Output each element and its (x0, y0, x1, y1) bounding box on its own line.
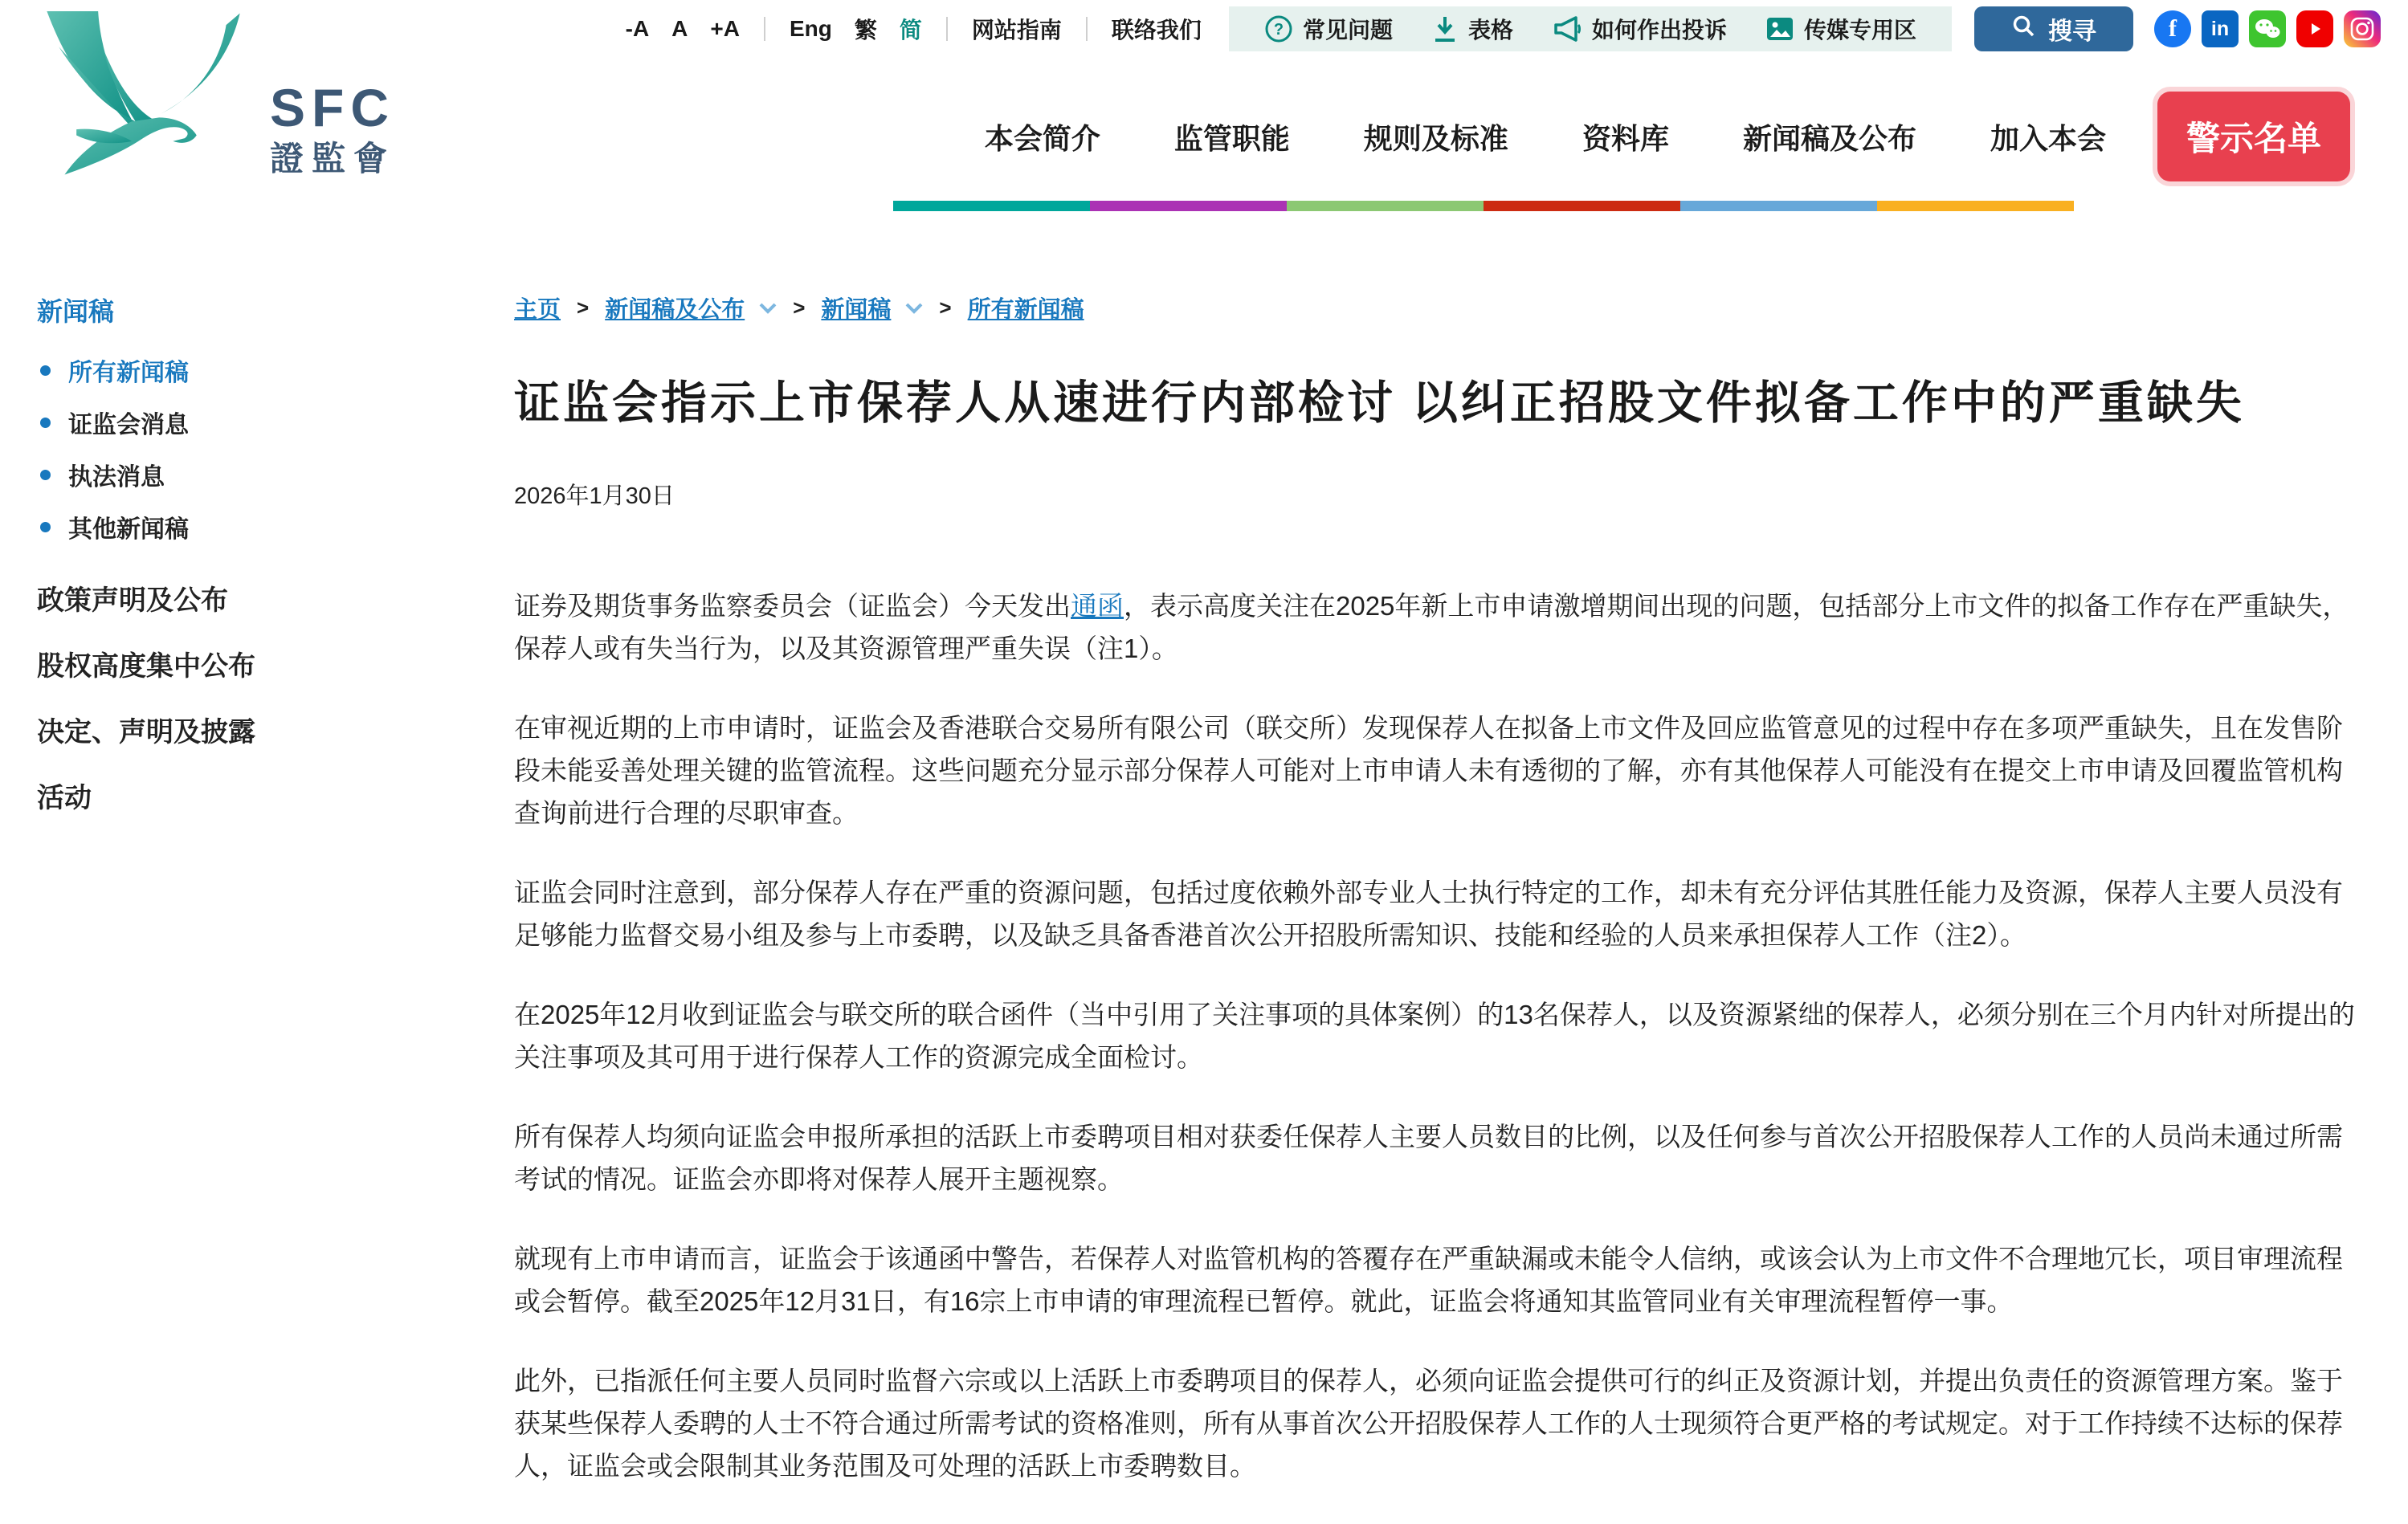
nav-rules[interactable]: 规则及标准 (1363, 121, 1508, 155)
sidebar-item-label: 执法消息 (68, 464, 165, 491)
media-image-icon (1765, 14, 1794, 43)
breadcrumb-separator: > (939, 295, 952, 320)
forms-label: 表格 (1467, 18, 1513, 43)
breadcrumb-all-news[interactable]: 所有新闻稿 (967, 297, 1084, 323)
sidebar-item-label: 所有新闻稿 (68, 360, 189, 386)
alert-list-button[interactable]: 警示名单 (2157, 92, 2350, 181)
lang-traditional[interactable]: 繁 (854, 18, 877, 43)
megaphone-icon (1552, 14, 1582, 43)
eagle-logo-icon (37, 11, 254, 181)
paragraph-text: 证券及期货事务监察委员会（证监会）今天发出 (514, 590, 1071, 621)
article-date: 2026年1月30日 (514, 483, 675, 509)
nav-careers[interactable]: 加入本会 (1990, 121, 2106, 155)
quick-links-bar (1229, 6, 1952, 51)
font-smaller-button[interactable]: -A (625, 16, 650, 41)
article-paragraph: 证监会同时注意到，部分保荐人存在严重的资源问题，包括过度依赖外部专业人士执行特定的工作，却未有充分评估其胜任能力及资源，保荐人主要人员没有足够能力监督交易小组及参与上市委聘，以及缺乏具备香港首次公开招股所需知识、技能和经验的人员来承担保荐人工作（注2）。 (514, 877, 2343, 950)
chevron-down-icon[interactable] (759, 303, 777, 314)
stripe-segment (1090, 201, 1287, 211)
logo-text (270, 78, 396, 181)
article (514, 291, 2408, 1524)
search-icon (2011, 14, 2035, 44)
nav-color-stripe (893, 201, 2074, 211)
breadcrumb (514, 291, 2355, 324)
divider (1086, 17, 1088, 41)
stripe-segment (1680, 201, 1877, 211)
sidebar-item-decisions-statements[interactable]: 决定、声明及披露 (37, 717, 255, 748)
sidebar-item-sfc-news[interactable] (40, 405, 514, 440)
article-paragraph: 此外，已指派任何主要人员同时监督六宗或以上活跃上市委聘项目的保荐人，必须向证监会提供可行的纠正及资源计划，并提出负责任的资源管理方案。鉴于获某些保荐人委聘的人士不符合通过所需考试的资格准则，所有从事首次公开招股保荐人工作的人士现须符合更严格的考试规定。对于工作持续不达标的保荐人，证监会或会限制其业务范围及可处理的活跃上市委聘数目。 (514, 1365, 2343, 1481)
chevron-down-icon[interactable] (905, 303, 923, 314)
sfc-logo[interactable] (37, 11, 395, 181)
stripe-segment (893, 201, 1090, 211)
site-guide-link[interactable]: 网站指南 (971, 18, 1062, 43)
font-normal-button[interactable]: A (671, 16, 688, 41)
nav-news[interactable]: 新闻稿及公布 (1742, 121, 1916, 155)
article-paragraph: 在2025年12月收到证监会与联交所的联合函件（当中引用了关注事项的具体案例）的13名保荐人，以及资源紧绌的保荐人，必须分别在三个月内针对所提出的关注事项及其可用于进行保荐人工作的资源完成全面检讨。 (514, 999, 2355, 1072)
page-title: 证监会指示上市保荐人从速进行内部检讨 以纠正招股文件拟备工作中的严重缺失 (514, 377, 2245, 429)
bullet-icon (40, 365, 51, 376)
nav-resources[interactable]: 资料库 (1582, 121, 1669, 155)
instagram-icon[interactable] (2344, 10, 2381, 47)
sidebar (37, 291, 514, 1524)
sidebar-item-label: 证监会消息 (68, 412, 189, 438)
sidebar-item-all-news[interactable] (40, 352, 514, 388)
circular-link[interactable]: 通函 (1071, 590, 1124, 621)
search-button[interactable] (1974, 6, 2133, 51)
sidebar-item-other-news[interactable] (40, 509, 514, 544)
sidebar-item-policy-statements[interactable]: 政策声明及公布 (37, 585, 228, 616)
breadcrumb-news-announcements[interactable]: 新闻稿及公布 (605, 297, 745, 323)
breadcrumb-press-releases[interactable]: 新闻稿 (821, 297, 892, 323)
complaints-label: 如何作出投诉 (1591, 18, 1727, 43)
breadcrumb-separator: > (577, 295, 590, 320)
contact-us-link[interactable]: 联络我们 (1111, 18, 1202, 43)
divider (764, 17, 765, 41)
forms-link[interactable] (1431, 13, 1513, 45)
linkedin-icon[interactable]: in (2202, 10, 2239, 47)
question-circle-icon (1264, 14, 1293, 43)
sidebar-item-shareholding-concentration[interactable]: 股权高度集中公布 (37, 651, 255, 682)
logo-zh: 證監會 (270, 140, 396, 177)
sidebar-item-label: 其他新闻稿 (68, 516, 189, 543)
sidebar-item-events[interactable]: 活动 (37, 783, 92, 813)
article-paragraph: 就现有上市申请而言，证监会于该通函中警告，若保荐人对监管机构的答覆存在严重缺漏或未能令人信纳，或该会认为上市文件不合理地冗长，项目审理流程或会暂停。截至2025年12月31日，有16宗上市申请的审理流程已暂停。就此，证监会将通知其监管同业有关审理流程暂停一事。 (514, 1243, 2343, 1316)
facebook-icon[interactable]: f (2154, 10, 2191, 47)
bullet-icon (40, 470, 51, 480)
media-room-label: 传媒专用区 (1803, 18, 1916, 43)
lang-simplified[interactable]: 简 (899, 18, 922, 43)
media-room-link[interactable] (1765, 13, 1916, 45)
faq-label: 常见问题 (1302, 18, 1393, 43)
nav-regulatory[interactable]: 监管职能 (1173, 121, 1290, 155)
svg-text:?: ? (1273, 21, 1284, 39)
breadcrumb-home[interactable]: 主页 (514, 297, 561, 323)
nav-about[interactable]: 本会简介 (984, 121, 1100, 155)
stripe-segment (1484, 201, 1680, 211)
breadcrumb-separator: > (793, 295, 806, 320)
bullet-icon (40, 418, 51, 428)
youtube-icon[interactable] (2296, 10, 2333, 47)
stripe-segment (1287, 201, 1484, 211)
article-paragraph: 所有保荐人均须向证监会申报所承担的活跃上市委聘项目相对获委任保荐人主要人员数目的比例，以及任何参与首次公开招股保荐人工作的人员尚未通过所需考试的情况。证监会亦即将对保荐人展开主题视察。 (514, 1121, 2343, 1194)
lang-english[interactable]: Eng (789, 16, 832, 41)
complaints-link[interactable] (1552, 13, 1727, 45)
logo-en: SFC (270, 78, 395, 137)
article-body (514, 585, 2355, 1487)
paragraph-text: ，表示高度关注在2025年新上市申请激增期间出现的问题，包括部分上市文件的拟备工作存在严重缺失，保荐人或有失当行为，以及其资源管理严重失误（注1）。 (514, 590, 2349, 663)
sidebar-item-enforcement-news[interactable] (40, 457, 514, 492)
article-paragraph: 在审视近期的上市申请时，证监会及香港联合交易所有限公司（联交所）发现保荐人在拟备上市文件及回应监管意见的过程中存在多项严重缺失，且在发售阶段未能妥善处理关键的监管流程。这些问题充分显示部分保荐人可能对上市申请人未有透彻的了解，亦有其他保荐人可能没有在提交上市申请及回覆监管机构查询前进行合理的尽职审查。 (514, 712, 2343, 828)
faq-link[interactable] (1264, 13, 1393, 45)
wechat-icon[interactable] (2249, 10, 2286, 47)
bullet-icon (40, 522, 51, 532)
search-button-label: 搜寻 (2048, 18, 2096, 45)
stripe-segment (1877, 201, 2074, 211)
download-icon (1431, 14, 1459, 43)
font-larger-button[interactable]: +A (710, 16, 740, 41)
sidebar-title-press-releases[interactable]: 新闻稿 (37, 297, 115, 326)
social-links (2154, 10, 2381, 47)
divider (946, 17, 948, 41)
article-paragraph (514, 585, 2355, 670)
